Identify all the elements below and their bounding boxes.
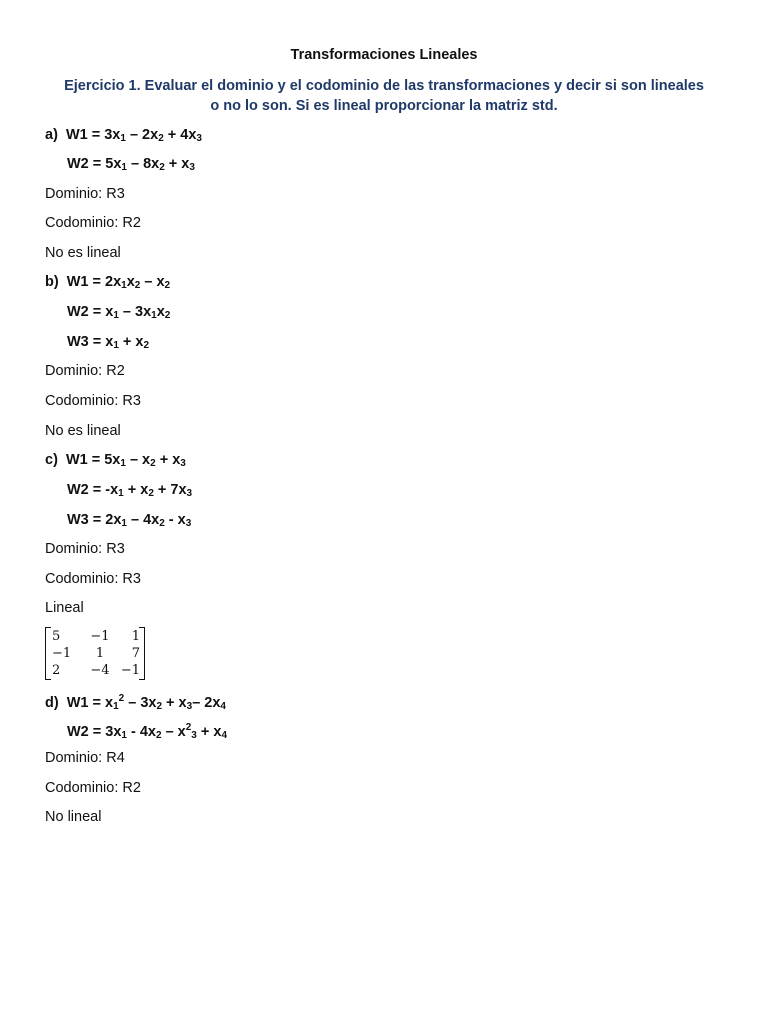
matrix-cell: −1 <box>120 663 140 678</box>
c-label: c) <box>45 452 58 468</box>
b-w2-equation: $W2 = x_1 - 3x_1x_2$ <box>67 304 171 321</box>
d-w1-equation: d) $W1 = x_1^2 - 3x_2 + x_3-$ $2x_4$ <box>45 693 226 712</box>
c-dominio: Dominio: R3 <box>45 541 125 557</box>
matrix-cell: 2 <box>52 663 61 678</box>
a-resultado: No es lineal <box>45 245 121 261</box>
c-w2-equation: $W2 = -x_1 + x_2 + 7x_3$ <box>67 482 193 499</box>
matrix-cell: 5 <box>52 629 61 644</box>
d-resultado: No lineal <box>45 809 102 825</box>
c-codominio: Codominio: R3 <box>45 571 141 587</box>
matrix-cell: 1 <box>95 646 105 661</box>
c-w3-equation: $W3 = 2x_1 - 4x_2 - x_3$ <box>67 512 192 529</box>
page-title: Transformaciones Lineales <box>290 47 478 63</box>
d-codominio: Codominio: R2 <box>45 780 141 796</box>
b-w3-equation: $W3 = x_1 + x_2$ <box>67 334 150 351</box>
matrix-cell: −1 <box>90 629 110 644</box>
b-codominio: Codominio: R3 <box>45 393 141 409</box>
matrix-cell: −1 <box>52 646 72 661</box>
standard-matrix <box>45 627 145 680</box>
b-dominio: Dominio: R2 <box>45 363 125 379</box>
matrix-cell: 7 <box>131 646 140 661</box>
matrix-grid <box>52 628 140 679</box>
exercise-statement <box>40 76 728 116</box>
b-resultado: No es lineal <box>45 423 121 439</box>
a-w1-equation: a) $W1 = 3x_1 - 2x_2 + 4x_3$ <box>45 127 202 144</box>
exercise-line-1: Ejercicio 1. Evaluar el dominio y el codominio de las transformaciones y decir si son lineales <box>64 78 704 94</box>
c-resultado: Lineal <box>45 600 84 616</box>
a-codominio: Codominio: R2 <box>45 215 141 231</box>
d-dominio: Dominio: R4 <box>45 750 125 766</box>
matrix-cell: 1 <box>131 629 140 644</box>
exercise-line-2: o no lo son. Si es lineal proporcionar la matriz std. <box>210 98 558 114</box>
b-w1-equation: b) $W1 = 2x_1x_2 - x_2$ <box>45 274 171 291</box>
a-label: a) <box>45 127 58 143</box>
matrix-right-bracket <box>139 627 145 680</box>
c-w1-equation: c) $W1 = 5x_1 - x_2 + x_3$ <box>45 452 186 469</box>
a-dominio: Dominio: R3 <box>45 186 125 202</box>
matrix-left-bracket <box>45 627 51 680</box>
matrix-cell: −4 <box>90 663 110 678</box>
d-w2-equation: $W2 = 3x_1 - 4x_2 - x^2_3 + x_4$ <box>67 722 228 741</box>
d-label: d) <box>45 695 59 711</box>
b-label: b) <box>45 274 59 290</box>
a-w2-equation: $W2 = 5x_1 - 8x_2 + x_3$ <box>67 156 195 173</box>
